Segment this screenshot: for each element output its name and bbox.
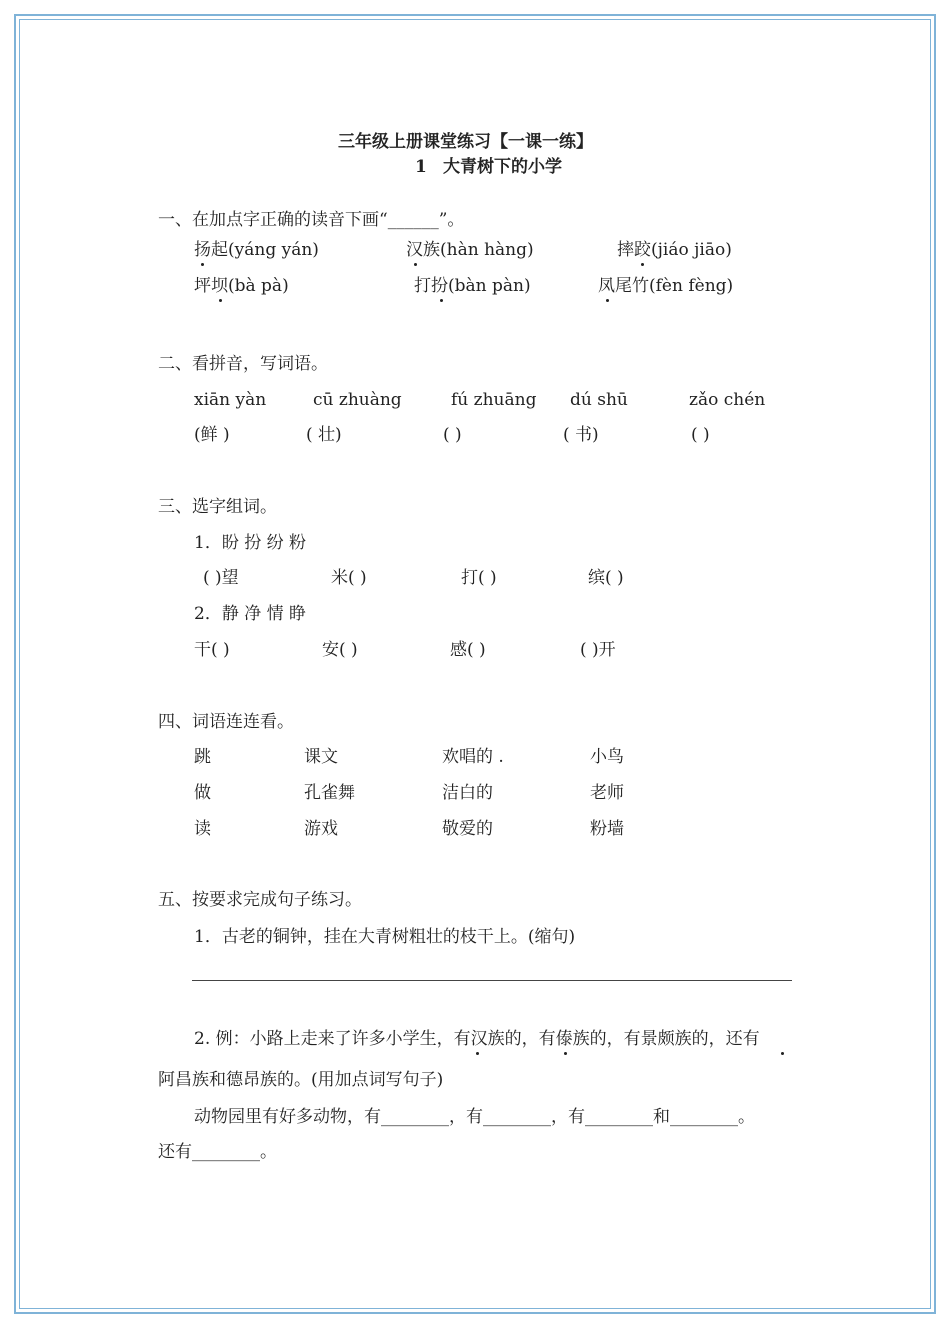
emphasis-dot [440, 299, 443, 302]
s4-word[interactable]: 游戏 [304, 819, 338, 839]
s5-question-2-line-1: 2. 例：小路上走来了许多小学生，有汉族的，有傣族的，有景颇族的，还有 [194, 1029, 760, 1049]
emphasis-dot [564, 1052, 567, 1055]
s1-item: 汉族(hàn hàng) [406, 240, 534, 260]
emphasis-dot [201, 263, 204, 266]
s3-blank[interactable]: 打( ) [461, 568, 497, 588]
s2-pinyin: zǎo chén [689, 390, 766, 410]
emphasis-dot [641, 263, 644, 266]
s4-word[interactable]: 粉墙 [590, 819, 624, 839]
lesson-title: 大青树下的小学 [443, 157, 562, 177]
s3-blank[interactable]: 干( ) [194, 640, 230, 660]
s3-blank[interactable]: ( )望 [203, 568, 239, 588]
s5-q1-answer-line[interactable] [192, 980, 792, 981]
s5-question-2-line-4[interactable]: 还有________。 [158, 1142, 277, 1162]
s5-question-2-line-2: 阿昌族和德昂族的。(用加点词写句子) [158, 1070, 444, 1090]
s3-blank[interactable]: 安( ) [322, 640, 358, 660]
s4-word[interactable]: 跳 [194, 747, 211, 767]
s2-answer-box[interactable]: ( 壮) [306, 425, 342, 445]
s1-item: 打扮(bàn pàn) [414, 276, 531, 296]
s1-item: 摔跤(jiáo jiāo) [617, 240, 732, 260]
s2-answer-box[interactable]: ( ) [443, 425, 462, 445]
s4-word[interactable]: 敬爱的 [442, 819, 493, 839]
lesson-number: 1 [415, 157, 427, 177]
s5-question-2-line-3[interactable]: 动物园里有好多动物，有________，有________，有________和________。 [194, 1107, 755, 1127]
s4-word[interactable]: 课文 [304, 747, 338, 767]
section-1-heading: 一、在加点字正确的读音下画“______”。 [158, 210, 465, 230]
s4-word[interactable]: 老师 [590, 783, 624, 803]
s4-word[interactable]: 做 [194, 783, 211, 803]
section-4-heading: 四、词语连连看。 [158, 712, 294, 732]
emphasis-dot [219, 299, 222, 302]
s1-item: 坪坝(bà pà) [194, 276, 289, 296]
s2-answer-box[interactable]: ( 书) [563, 425, 599, 445]
s1-item: 凤尾竹(fèn fèng) [598, 276, 734, 296]
s3-blank[interactable]: 缤( ) [588, 568, 624, 588]
s2-answer-box[interactable]: (鲜 ) [194, 425, 230, 445]
section-3-heading: 三、选字组词。 [158, 497, 277, 517]
emphasis-dot [781, 1052, 784, 1055]
s5-question-1: 1．古老的铜钟，挂在大青树粗壮的枝干上。(缩句) [194, 927, 576, 947]
s4-word[interactable]: 欢唱的 . [442, 747, 504, 767]
s4-word[interactable]: 读 [194, 819, 211, 839]
s1-item: 扬起(yáng yán) [194, 240, 319, 260]
s3-blank[interactable]: ( )开 [580, 640, 616, 660]
emphasis-dot [606, 299, 609, 302]
s2-pinyin: xiān yàn [194, 390, 267, 410]
s2-pinyin: fú zhuāng [451, 390, 537, 410]
s4-word[interactable]: 小鸟 [590, 747, 624, 767]
s3-blank[interactable]: 感( ) [450, 640, 486, 660]
emphasis-dot [476, 1052, 479, 1055]
s3-group-2-chars: 2．静 净 情 睁 [194, 604, 307, 624]
s3-blank[interactable]: 米( ) [331, 568, 367, 588]
emphasis-dot [414, 263, 417, 266]
section-5-heading: 五、按要求完成句子练习。 [158, 890, 362, 910]
s3-group-1-chars: 1．盼 扮 纷 粉 [194, 533, 307, 553]
s2-pinyin: cū zhuàng [313, 390, 402, 410]
worksheet-title: 三年级上册课堂练习【一课一练】 [338, 132, 593, 152]
s2-pinyin: dú shū [570, 390, 628, 410]
section-2-heading: 二、看拼音，写词语。 [158, 354, 328, 374]
s4-word[interactable]: 洁白的 [442, 783, 493, 803]
s2-answer-box[interactable]: ( ) [691, 425, 710, 445]
s4-word[interactable]: 孔雀舞 [304, 783, 355, 803]
